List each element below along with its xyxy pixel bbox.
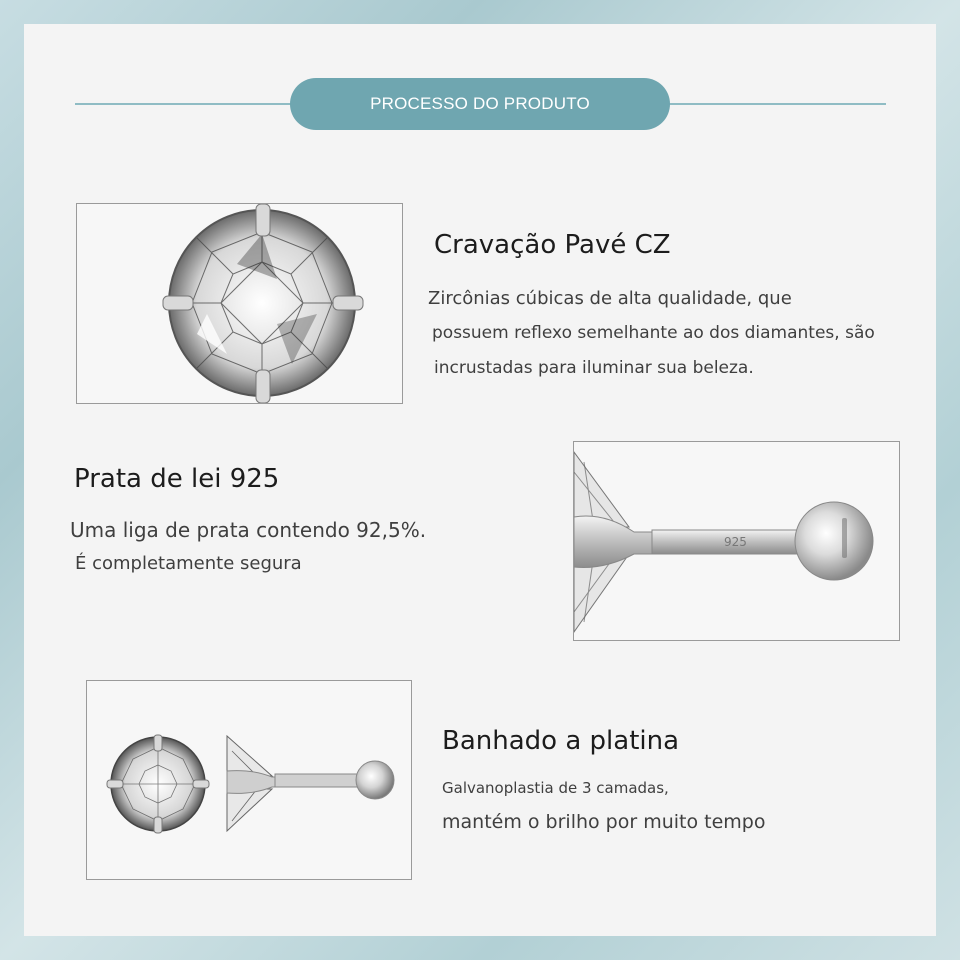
section-header-badge bbox=[290, 78, 670, 130]
round-cz-stone-image bbox=[77, 204, 402, 403]
section1-line-2: possuem reflexo semelhante ao dos diamantes, são bbox=[432, 323, 875, 343]
earring-pair-image-frame bbox=[86, 680, 412, 880]
section3-title: Banhado a platina bbox=[442, 726, 680, 756]
cz-stone-image-frame bbox=[76, 203, 403, 404]
earring-post-image-frame bbox=[573, 441, 900, 641]
section3-line-1: Galvanoplastia de 3 camadas, bbox=[442, 779, 669, 797]
header-rule-right bbox=[668, 103, 886, 105]
section2-line-2: É completamente segura bbox=[75, 553, 302, 574]
section1-line-3: incrustadas para iluminar sua beleza. bbox=[434, 358, 754, 378]
section2-line-1: Uma liga de prata contendo 92,5%. bbox=[70, 518, 427, 542]
section1-line-1: Zircônias cúbicas de alta qualidade, que bbox=[428, 288, 792, 309]
earring-post-closeup-image bbox=[574, 442, 899, 640]
stamp-925-text: 925 bbox=[724, 535, 747, 549]
earring-front-side-image bbox=[87, 681, 411, 879]
section1-title: Cravação Pavé CZ bbox=[434, 230, 671, 260]
section2-title: Prata de lei 925 bbox=[74, 464, 280, 494]
section3-line-2: mantém o brilho por muito tempo bbox=[442, 811, 766, 833]
header-rule-left bbox=[75, 103, 292, 105]
section-header-label: PROCESSO DO PRODUTO bbox=[370, 94, 590, 113]
